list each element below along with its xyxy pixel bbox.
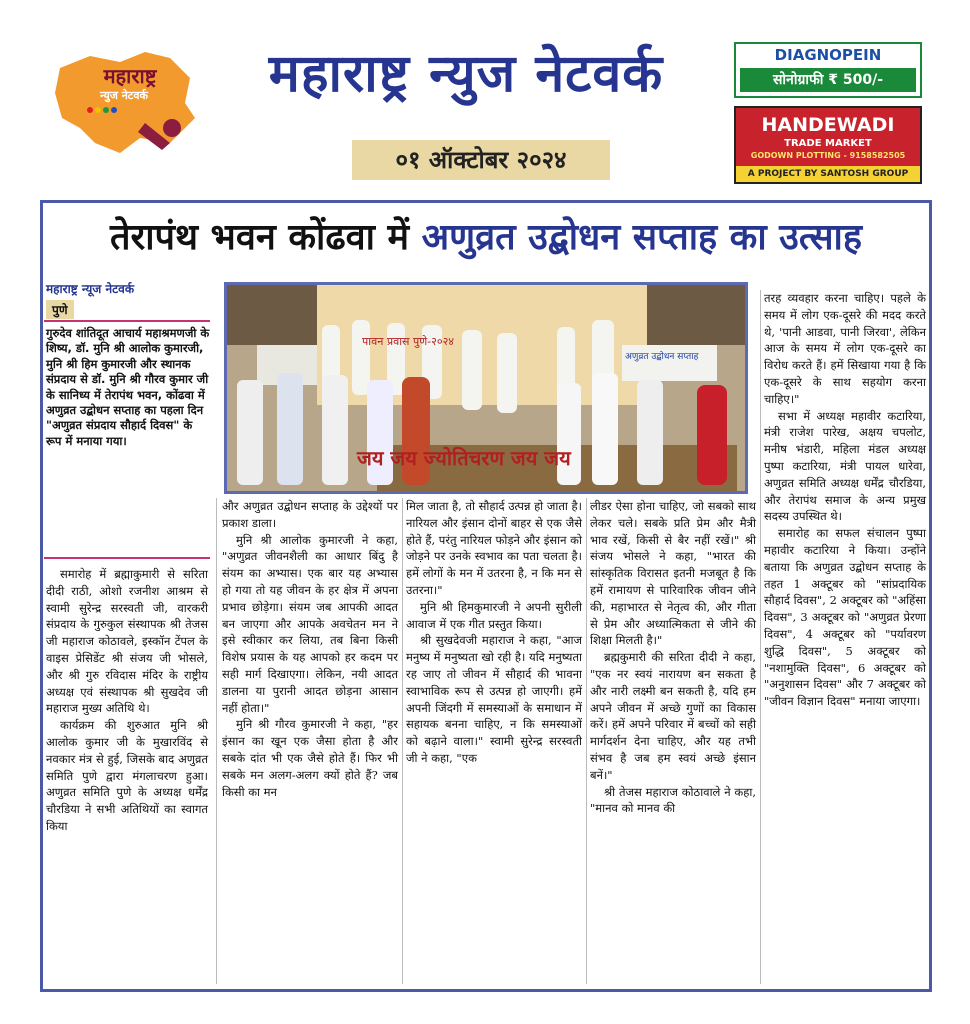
paragraph: ब्रह्मकुमारी की सरिता दीदी ने कहा, "एक नर स्वयं नारायण बन सकता है और नारी लक्ष्मी बन सकती है, यदि हम अपने जीवन में अच्छे गुणों का विकास करें। हमें अपने परिवार में बच्चों को सही मार्गदर्शन देना चाहिए, और यह तभी संभव है जब हम स्वयं अच्छे इंसान बनें।": [590, 650, 756, 782]
paragraph: मुनि श्री गौरव कुमारजी ने कहा, "हर इंसान का खून एक जैसा होता है और सबके दांत भी एक जैसे होते हैं। फिर भी सबके मन अलग-अलग क्यों होते हैं? जब किसी का मन: [222, 717, 398, 799]
column-rule: [216, 498, 217, 984]
ad1-offer: सोनोग्राफी ₹ 500/-: [740, 68, 916, 92]
column-rule: [760, 290, 761, 984]
ad2-sub: TRADE MARKET: [784, 138, 872, 149]
article-column-5: [764, 290, 926, 710]
paragraph: और अणुव्रत उद्बोधन सप्ताह के उद्देश्यों पर प्रकाश डाला।: [222, 499, 398, 530]
photo-backdrop-text: जय जय ज्योतिचरण जय जय: [357, 446, 571, 470]
paragraph: तरह व्यवहार करना चाहिए। पहले के समय में लोग एक-दूसरे की मदद करते थे, 'पानी आडवा, पानी जिरवा', लेकिन आज के समय में लोग एक-दूसरे का विरोध करते हैं। हमें सिखाया गया है कि एक-दूसरे के साथ सहयोग करना चाहिए।": [764, 291, 926, 406]
byline-source: महाराष्ट्र न्यूज नेटवर्क: [46, 282, 135, 296]
ad2-phone: GODOWN PLOTTING - 9158582505: [750, 151, 906, 160]
headline-part2: अणुव्रत उद्बोधन सप्ताह का उत्साह: [421, 217, 862, 258]
lead-rule-bottom: [44, 557, 210, 559]
ad1-title: DIAGNOPEIN: [774, 46, 882, 64]
logo-subtitle: न्युज नेटवर्क: [100, 89, 148, 102]
brand-title: महाराष्ट्र न्युज नेटवर्क: [268, 44, 664, 104]
paragraph: सभा में अध्यक्ष महावीर कटारिया, मंत्री राजेश पारेख, अक्षय चपलोट, मनीष भंडारी, महिला मंडल अध्यक्ष पुष्पा कटारिया, मंत्री पायल धारेवा, अणुव्रत समिति अध्यक्ष धर्मेंद्र चौरडिया, और तेरापंथ समाज के अन्य प्रमुख सदस्य उपस्थित थे।: [764, 408, 926, 524]
paragraph: लीडर ऐसा होना चाहिए, जो सबको साथ लेकर चले। सबके प्रति प्रेम और मैत्री भाव रखें, किसी से बैर नहीं रखें।" श्री संजय भोसले ने कहा, "भारत की सांस्कृतिक विरासत इतनी मजबूत है कि हमें रामायण से पारिवारिक जीवन जीने की, महाभारत से नेतृत्व की, और गीता से प्रेम और अध्यात्मिकता से जीने की शिक्षा मिलती है।": [590, 499, 756, 648]
lead-rule-top: [44, 320, 210, 322]
diagnopein-ad[interactable]: [734, 42, 922, 98]
logo-title: महाराष्ट्र: [103, 64, 157, 88]
paragraph: मिल जाता है, तो सौहार्द उत्पन्न हो जाता है। नारियल और इंसान दोनों बाहर से एक जैसे होते हैं, परंतु नारियल फोड़ने और इंसान को जोड़ने पर उनके स्वभाव का पता चलता है। हमें लोगों के मन में उतरना है, न कि मन से उतरना।": [406, 499, 582, 597]
paragraph: समारोह में ब्रह्माकुमारी से सरिता दीदी राठी, ओशो रजनीश आश्रम से स्वामी सुरेन्द्र सरस्वती जी, वारकरी संप्रदाय के गुरुकुल संस्थापक श्री तेजस जी महाराज कोठावले, इस्कॉन टेंपल के वाइस प्रेसिडेंट श्री संजय जी भोसले, और श्री गुरु रविदास मंदिर के राष्ट्रीय अध्यक्ष एवं संस्थापक श्री सुखदेव जी महाराज मुख्य अतिथि थे।: [46, 567, 208, 716]
logo: [50, 48, 200, 158]
article-column-2: [222, 498, 398, 800]
paragraph: श्री तेजस महाराज कोठावाले ने कहा, "मानव को मानव की: [590, 784, 756, 816]
headline-part1: तेरापंथ भवन कोंढवा में: [109, 217, 410, 258]
ad2-title: HANDEWADI: [761, 114, 895, 136]
lead-paragraph: गुरुदेव शांतिदूत आचार्य महाश्रमणजी के शिष्य, डॉ. मुनि श्री आलोक कुमारजी, मुनि श्री हिम कुमारजी और स्थानक संप्रदाय से डॉ. मुनि श्री गौरव कुमार जी के सानिध्य में तेरापंथ भवन, कोंढवा में अणुव्रत उद्बोधन सप्ताह का पहला दिन "अणुव्रत संप्रदाय सौहार्द दिवस" के रूप में मनाया गया।: [46, 326, 210, 448]
stage-photo-illustration: [227, 285, 745, 491]
photo-side-banner-text: अणुव्रत उद्बोधन सप्ताह: [625, 352, 699, 362]
paragraph: श्री सुखदेवजी महाराज ने कहा, "आज मनुष्य में मनुष्यता खो रही है। यदि मनुष्यता रह जाए तो जीवन में सौहार्द की भावना स्वाभाविक रूप से उत्पन्न हो जाएगी। हमें अपनी जिंदगी में समस्याओं के समाधान में सहायक बनना चाहिए, न कि समस्याओं को बढ़ाने वाला।" स्वामी सुरेन्द्र सरस्वती जी ने कहा, "एक: [406, 633, 582, 765]
article-column-4: [590, 498, 756, 817]
column-rule: [402, 498, 403, 984]
article-column-3: [406, 498, 582, 767]
ad2-project: A PROJECT BY SANTOSH GROUP: [736, 166, 920, 182]
photo-banner-text: पावन प्रवास पुणे-२०२४: [362, 335, 455, 348]
handewadi-ad[interactable]: [734, 106, 922, 184]
column-rule: [586, 498, 587, 984]
issue-date: ०१ ऑक्टोबर २०२४: [352, 140, 610, 180]
paragraph: मुनि श्री आलोक कुमारजी ने कहा, "अणुव्रत जीवनशैली का आधार बिंदु है संयम का अभ्यास। एक बार यह अभ्यास हो गया तो यह जीवन के हर क्षेत्र में अपना प्रभाव छोड़ेगा। संयम जब आपकी आदत बन जाएगा और आपके अवचेतन मन ने इसे स्वीकार कर लिया, तब बिना किसी विशेष प्रयास के यह आपको हर कदम पर सही मार्ग दिखाएगा। लेकिन, नयी आदत डालना या पुरानी आदत छोड़ना आसान नहीं होता।": [222, 532, 398, 715]
paragraph: मुनि श्री हिमकुमारजी ने अपनी सुरीली आवाज में एक गीत प्रस्तुत किया।: [406, 599, 582, 631]
event-photo: [224, 282, 748, 494]
byline-city: पुणे: [46, 300, 74, 319]
article-column-1: [46, 566, 208, 835]
paragraph: समारोह का सफल संचालन पुष्पा महावीर कटारिया ने किया। उन्होंने बताया कि अणुव्रत उद्बोधन सप्ताह के तहत 1 अक्टूबर को "सांप्रदायिक सौहार्द दिवस", 2 अक्टूबर को "अहिंसा दिवस", 3 अक्टूबर को "अणुव्रत प्रेरणा दिवस", 4 अक्टूबर को "पर्यावरण शुद्धि दिवस", 5 अक्टूबर को "नशामुक्ति दिवस", 6 अक्टूबर को "अनुशासन दिवस" और 7 अक्टूबर को "जीवन विज्ञान दिवस" मनाया जाएगा।: [764, 526, 926, 709]
paragraph: कार्यक्रम की शुरुआत मुनि श्री आलोक कुमार जी के मुखारविंद से नवकार मंत्र से हुई, जिसके बाद अणुव्रत समिति पुणे द्वारा मंगलाचरण हुआ। अणुव्रत समिति पुणे के अध्यक्ष धर्मेंद्र चौरडिया ने सभी अतिथियों का स्वागत किया: [46, 718, 208, 833]
headline: [44, 210, 928, 266]
